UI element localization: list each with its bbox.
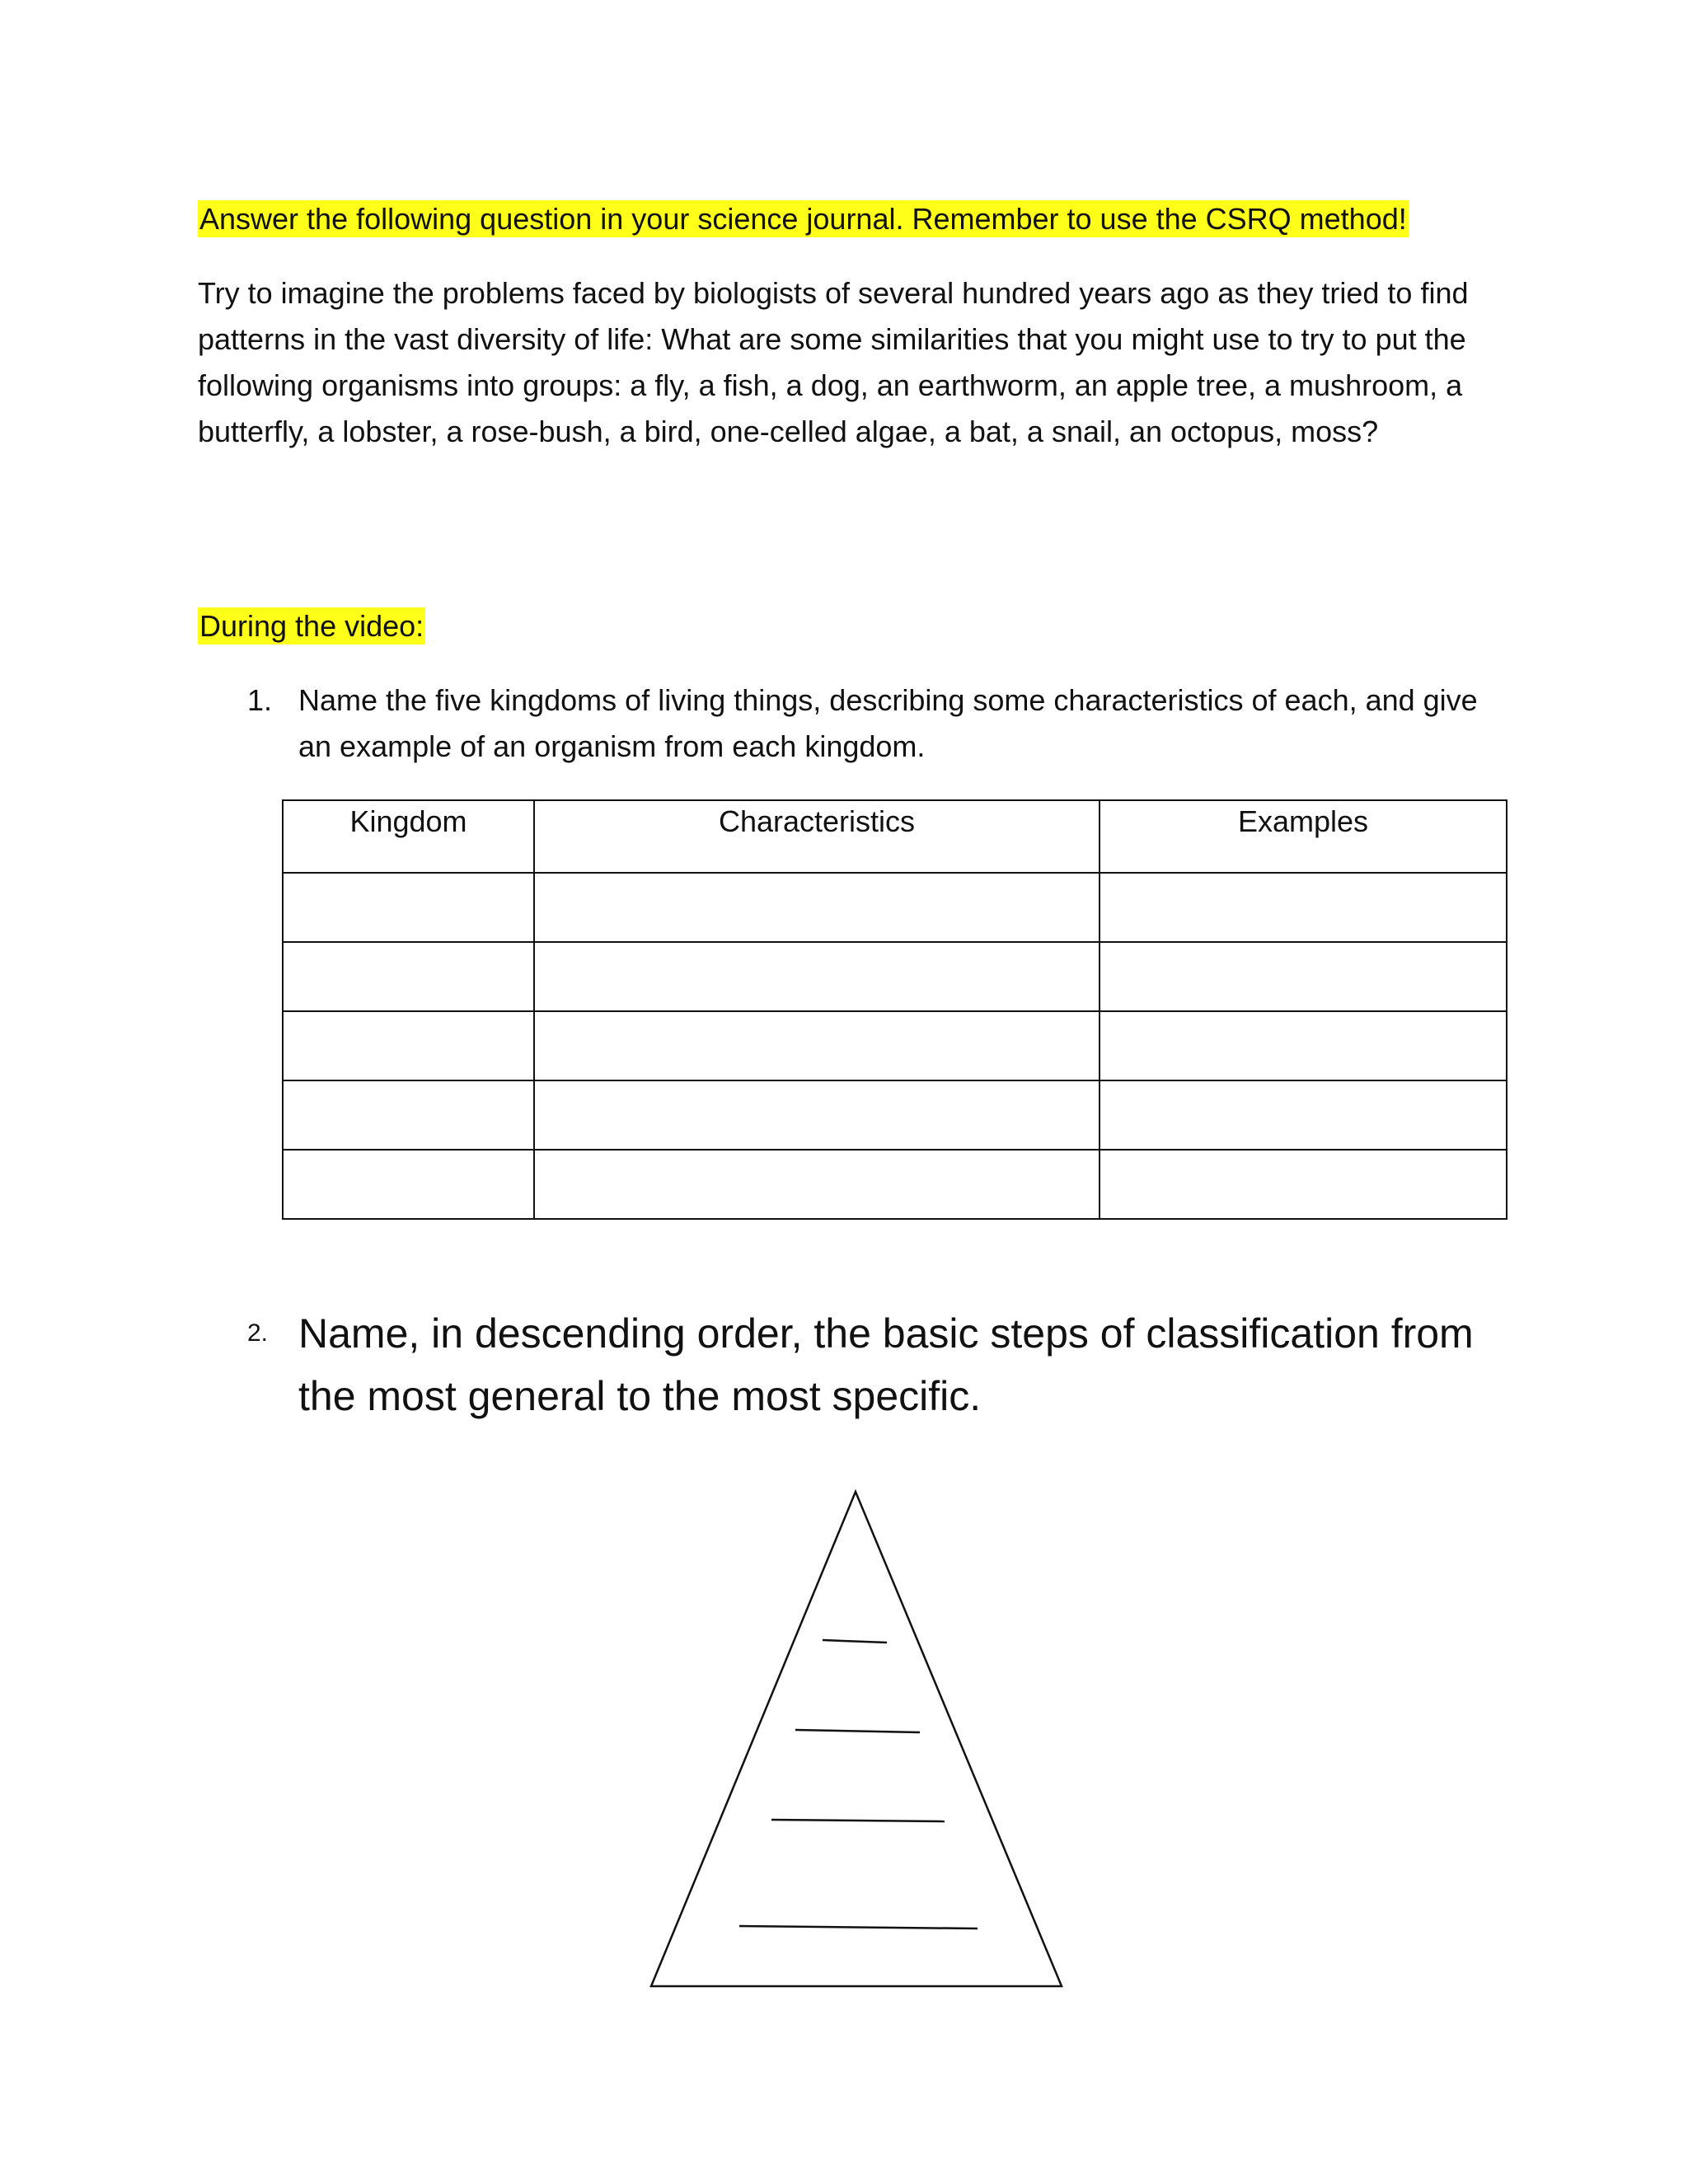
header-characteristics: Characteristics	[534, 800, 1100, 873]
characteristics-cell[interactable]	[534, 942, 1100, 1011]
header-kingdom: Kingdom	[283, 800, 534, 873]
pyramid-answer-line[interactable]	[823, 1640, 887, 1643]
kingdom-table	[282, 799, 1507, 1220]
question-1-number: 1.	[247, 683, 273, 717]
table-row	[283, 1011, 1507, 1080]
table-row	[283, 942, 1507, 1011]
table-row	[283, 1150, 1507, 1219]
question-2-number: 2.	[247, 1319, 269, 1347]
question-1	[247, 677, 1484, 770]
table-row	[283, 873, 1507, 942]
examples-cell[interactable]	[1100, 873, 1507, 942]
pyramid-answer-line[interactable]	[795, 1730, 920, 1732]
journal-instruction	[198, 196, 1409, 242]
table-row	[283, 1080, 1507, 1150]
classification-pyramid	[643, 1483, 1071, 1994]
table-header-row	[283, 800, 1507, 873]
during-video-highlight: During the video:	[199, 609, 424, 643]
characteristics-cell[interactable]	[534, 1011, 1100, 1080]
header-examples: Examples	[1100, 800, 1507, 873]
examples-cell[interactable]	[1100, 1080, 1507, 1150]
examples-cell[interactable]	[1100, 1150, 1507, 1219]
characteristics-cell[interactable]	[534, 873, 1100, 942]
question-2	[247, 1302, 1484, 1427]
characteristics-cell[interactable]	[534, 1150, 1100, 1219]
kingdom-cell[interactable]	[283, 1080, 534, 1150]
kingdom-cell[interactable]	[283, 1011, 534, 1080]
pyramid-answer-line[interactable]	[771, 1820, 945, 1821]
journal-prompt-paragraph: Try to imagine the problems faced by biologists of several hundred years ago as they tried to find patterns in the vast diversity of life: What are some similarities that you might use to try to put the following organisms into groups: a fly, a fish, a dog, an earthworm, an apple tree, a mushroom, a butterfly, a lobster, a rose-bush, a bird, one-celled algae, a bat, a snail, an octopus, moss?	[198, 276, 1469, 448]
kingdom-cell[interactable]	[283, 873, 534, 942]
pyramid-outline	[651, 1492, 1062, 1986]
examples-cell[interactable]	[1100, 942, 1507, 1011]
question-2-text: Name, in descending order, the basic steps of classification from the most general to the most specific.	[298, 1310, 1474, 1419]
pyramid-answer-line[interactable]	[739, 1926, 978, 1929]
examples-cell[interactable]	[1100, 1011, 1507, 1080]
question-1-text: Name the five kingdoms of living things, describing some characteristics of each, and give an example of an organism from each kingdom.	[298, 683, 1478, 763]
during-video-heading	[198, 603, 425, 649]
kingdom-cell[interactable]	[283, 1150, 534, 1219]
kingdom-cell[interactable]	[283, 942, 534, 1011]
characteristics-cell[interactable]	[534, 1080, 1100, 1150]
instruction-highlight: Answer the following question in your science journal. Remember to use the CSRQ method!	[199, 202, 1407, 236]
